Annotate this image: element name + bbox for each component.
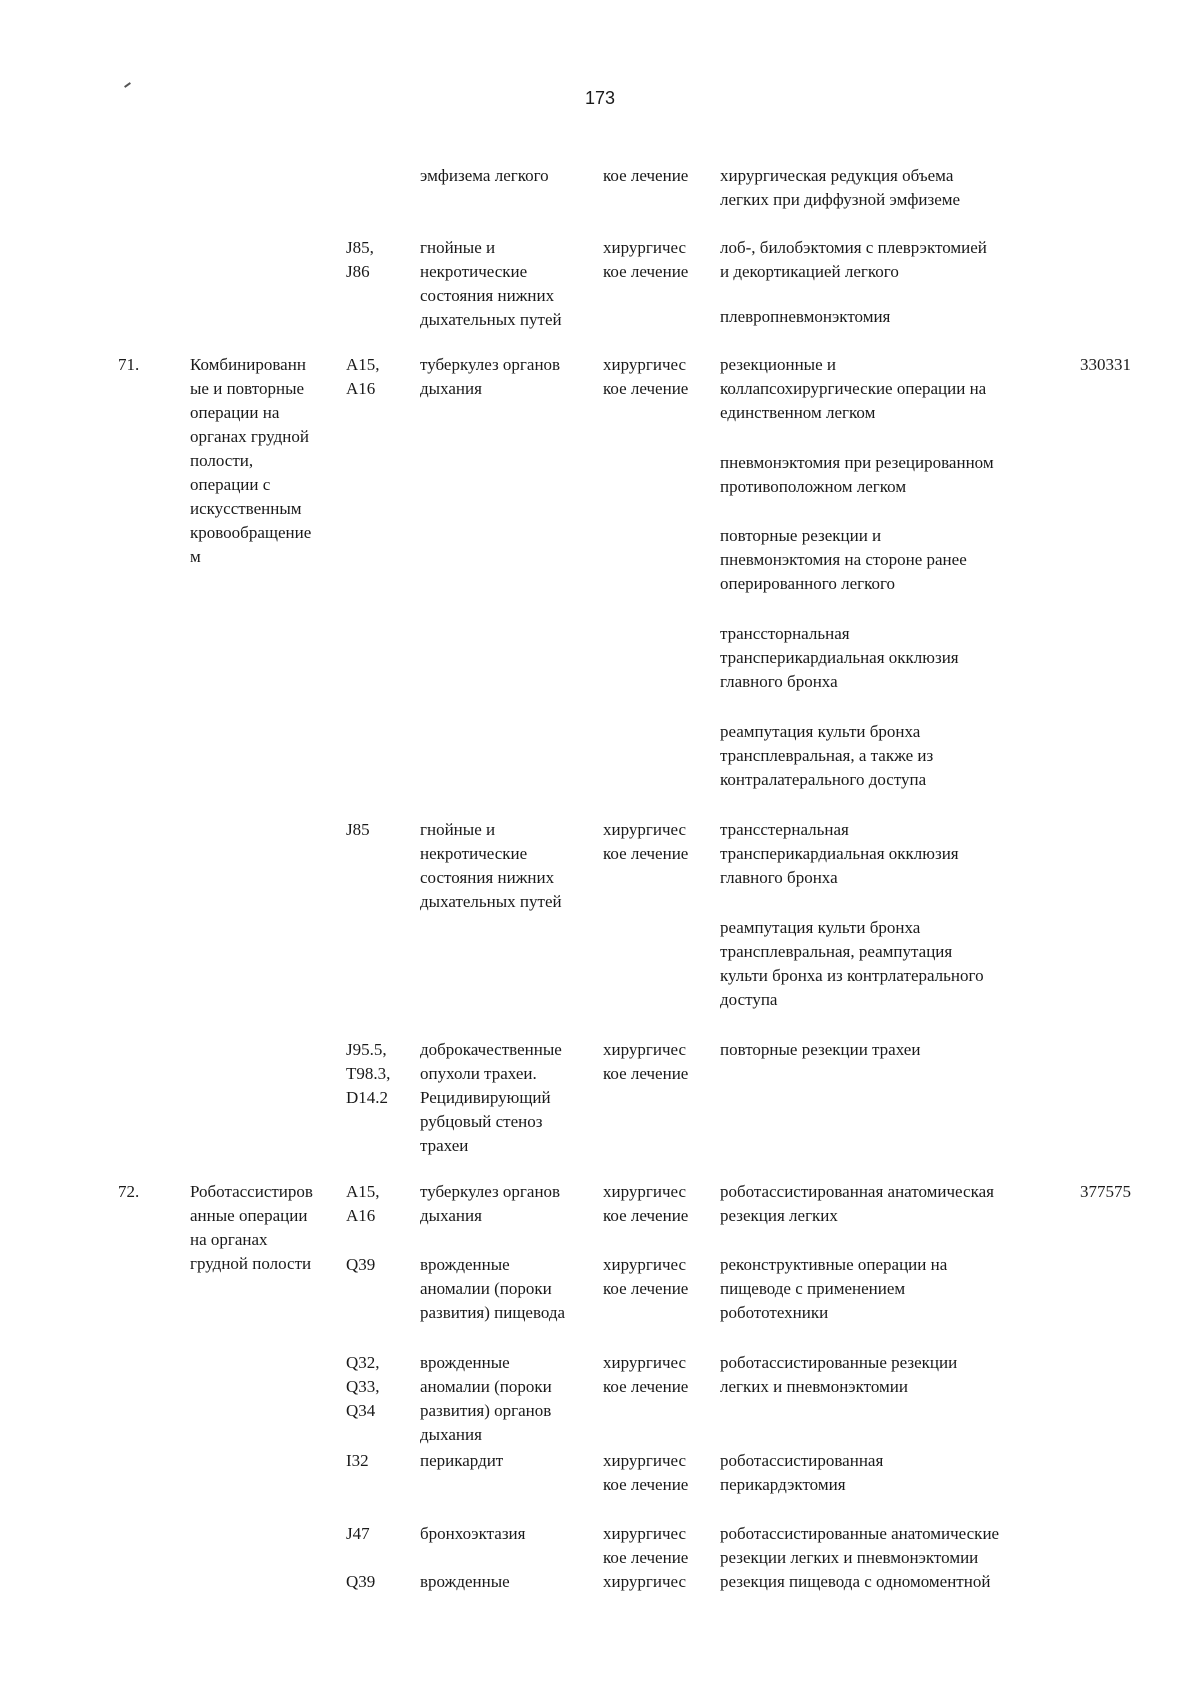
treatment-method: хирургическая редукция объема легких при диффузной эмфиземе	[720, 166, 961, 209]
treatment-method: повторные резекции трахеи	[720, 1040, 921, 1059]
icd-code: I32	[346, 1451, 369, 1470]
treatment-method: повторные резекции и пневмонэктомия на стороне ранее оперированного легкого	[720, 526, 967, 593]
page-number: 173	[584, 88, 616, 108]
diagnosis: врожденные аномалии (пороки развития) органов дыхания	[420, 1353, 552, 1444]
treatment-method: роботассистированные анатомические резекции легких и пневмонэктомии	[720, 1524, 1000, 1567]
icd-code: Q32, Q33, Q34	[346, 1353, 380, 1420]
diagnosis: гнойные и некротические состояния нижних дыхательных путей	[420, 238, 562, 329]
icd-code: A15, A16	[346, 1182, 380, 1225]
icd-code: Q39	[346, 1255, 376, 1274]
icd-code: J85, J86	[346, 238, 374, 281]
norm-cost: 377575	[1080, 1182, 1131, 1201]
diagnosis: туберкулез органов дыхания	[420, 355, 561, 398]
treatment-type: хирургичес кое лечение	[603, 820, 689, 863]
treatment-method: роботассистированная перикардэктомия	[720, 1451, 884, 1494]
treatment-type: хирургичес кое лечение	[603, 238, 689, 281]
treatment-method: пневмонэктомия при резецированном противоположном легком	[720, 453, 994, 496]
icd-code: J85	[346, 820, 370, 839]
treatment-method: роботассистированная анатомическая резекция легких	[720, 1182, 994, 1225]
icd-code: J47	[346, 1524, 370, 1543]
diagnosis: эмфизема легкого	[420, 166, 549, 185]
icd-code: Q39	[346, 1572, 376, 1591]
icd-code: A15, A16	[346, 355, 380, 398]
diagnosis: перикардит	[420, 1451, 504, 1470]
diagnosis: врожденные аномалии (пороки развития) пищевода	[420, 1255, 566, 1322]
row-number: 72.	[118, 1182, 140, 1201]
diagnosis: врожденные	[420, 1572, 510, 1591]
treatment-method: резекция пищевода с одномоментной	[720, 1572, 991, 1591]
treatment-method: реампутация культи бронха трансплевральная, реампутация культи бронха из контрлатерального доступа	[720, 918, 984, 1009]
row-number: 71.	[118, 355, 140, 374]
treatment-type: хирургичес кое лечение	[603, 1353, 689, 1396]
treatment-method: резекционные и коллапсохирургические операции на единственном легком	[720, 355, 987, 422]
treatment-type: кое лечение	[603, 166, 689, 185]
procedure-group-name: Роботассистиров анные операции на органах грудной полости	[190, 1182, 313, 1273]
diagnosis: туберкулез органов дыхания	[420, 1182, 561, 1225]
treatment-type: хирургичес кое лечение	[603, 1255, 689, 1298]
treatment-type: хирургичес кое лечение	[603, 355, 689, 398]
treatment-method: плевропневмонэктомия	[720, 307, 891, 326]
diagnosis: бронхоэктазия	[420, 1524, 526, 1543]
treatment-method: реконструктивные операции на пищеводе с применением робототехники	[720, 1255, 948, 1322]
treatment-method: реампутация культи бронха трансплевральная, а также из контралатерального доступа	[720, 722, 934, 789]
treatment-method: транссторнальная трансперикардиальная окклюзия главного бронха	[720, 624, 959, 691]
diagnosis: гнойные и некротические состояния нижних дыхательных путей	[420, 820, 562, 911]
treatment-type: хирургичес	[603, 1572, 687, 1591]
diagnosis: доброкачественные опухоли трахеи. Рецидивирующий рубцовый стеноз трахеи	[420, 1040, 562, 1155]
treatment-type: хирургичес кое лечение	[603, 1524, 689, 1567]
treatment-type: хирургичес кое лечение	[603, 1451, 689, 1494]
treatment-type: хирургичес кое лечение	[603, 1040, 689, 1083]
icd-code: J95.5, T98.3, D14.2	[346, 1040, 391, 1107]
treatment-method: лоб-, билобэктомия с плеврэктомией и декортикацией легкого	[720, 238, 987, 281]
treatment-method: роботассистированные резекции легких и пневмонэктомии	[720, 1353, 958, 1396]
norm-cost: 330331	[1080, 355, 1131, 374]
procedure-group-name: Комбинированн ые и повторные операции на органах грудной полости, операции с искусственным кровообращение м	[190, 355, 312, 566]
treatment-method: трансстернальная трансперикардиальная окклюзия главного бронха	[720, 820, 959, 887]
treatment-type: хирургичес кое лечение	[603, 1182, 689, 1225]
